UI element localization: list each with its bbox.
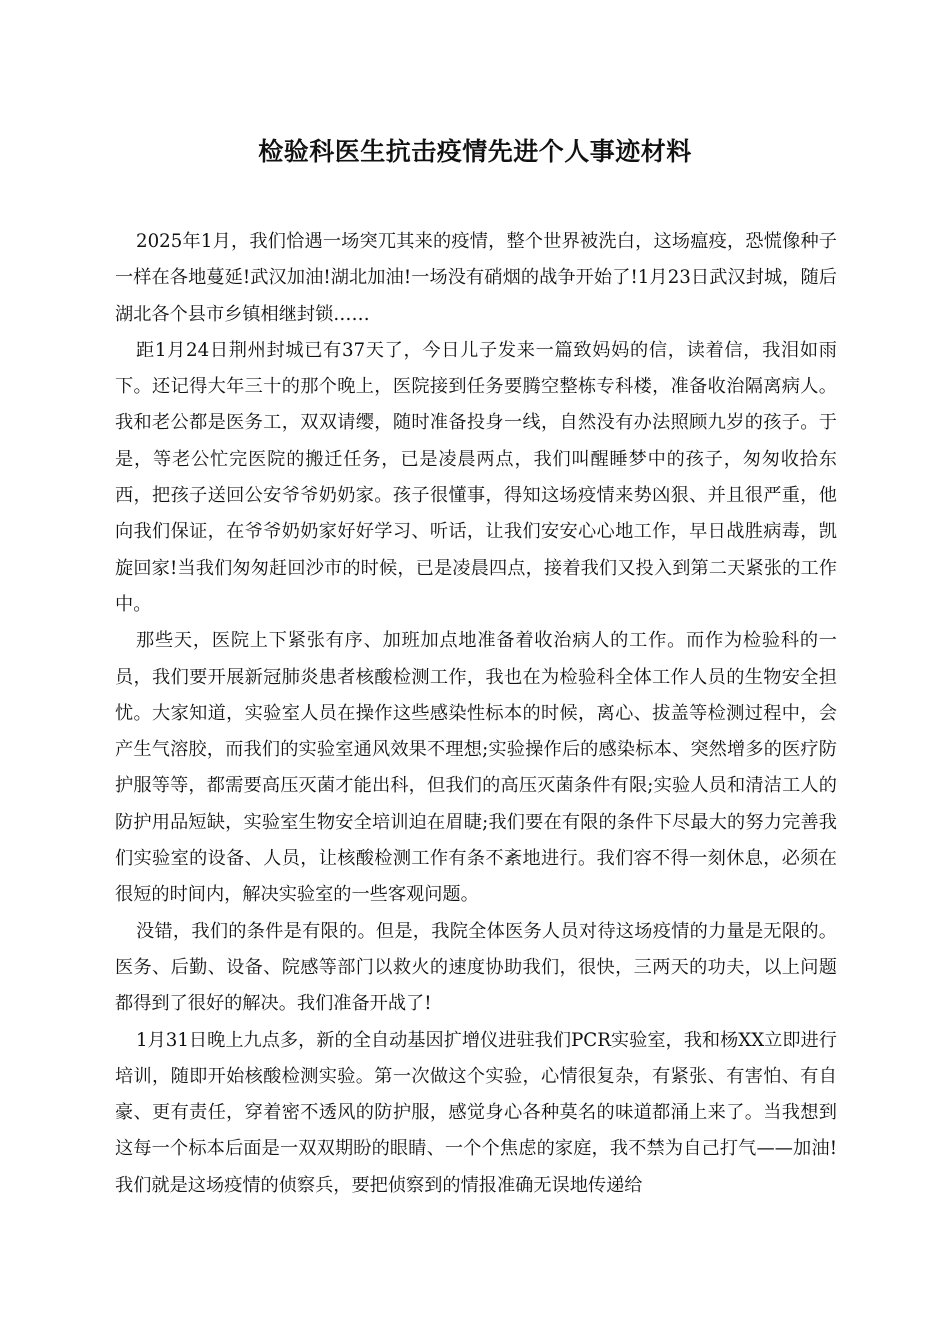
paragraph-2: 距1月24日荆州封城已有37天了，今日儿子发来一篇致妈妈的信，读着信，我泪如雨下。还记得大年三十的那个晚上，医院接到任务要腾空整栋专科楼，准备收治隔离病人。我和老公都是医务工，双双请缨，随时准备投身一线，自然没有办法照顾九岁的孩子。于是，等老公忙完医院的搬迁任务，已是凌晨两点，我们叫醒睡梦中的孩子，匆匆收拾东西，把孩子送回公安爷爷奶奶家。孩子很懂事，得知这场疫情来势凶狠、并且很严重，他向我们保证，在爷爷奶奶家好好学习、听话，让我们安安心心地工作，早日战胜病毒，凯旋回家!当我们匆匆赶回沙市的时候，已是凌晨四点，接着我们又投入到第二天紧张的工作中。 [115,339,837,615]
paragraph-3: 那些天，医院上下紧张有序、加班加点地准备着收治病人的工作。而作为检验科的一员，我们要开展新冠肺炎患者核酸检测工作，我也在为检验科全体工作人员的生物安全担忧。大家知道，实验室人员在操作这些感染性标本的时候，离心、拔盖等检测过程中，会产生气溶胶，而我们的实验室通风效果不理想;实验操作后的感染标本、突然增多的医疗防护服等等，都需要高压灭菌才能出科，但我们的高压灭菌条件有限;实验人员和清洁工人的防护用品短缺，实验室生物安全培训迫在眉睫;我们要在有限的条件下尽最大的努力完善我们实验室的设备、人员，让核酸检测工作有条不紊地进行。我们容不得一刻休息，必须在很短的时间内，解决实验室的一些客观问题。 [115,630,837,906]
document-title: 检验科医生抗击疫情先进个人事迹材料 [258,137,692,166]
document-body [115,224,837,1204]
paragraph-1: 2025年1月，我们恰遇一场突兀其来的疫情，整个世界被洗白，这场瘟疫，恐慌像种子一样在各地蔓延!武汉加油!湖北加油!一场没有硝烟的战争开始了!1月23日武汉封城，随后湖北各个县市乡镇相继封锁…… [115,231,837,325]
paragraph-4: 没错，我们的条件是有限的。但是，我院全体医务人员对待这场疫情的力量是无限的。医务、后勤、设备、院感等部门以救火的速度协助我们，很快，三两天的功夫，以上问题都得到了很好的解决。我们准备开战了! [115,920,837,1015]
paragraph-5: 1月31日晚上九点多，新的全自动基因扩增仪进驻我们PCR实验室，我和杨XX立即进行培训，随即开始核酸检测实验。第一次做这个实验，心情很复杂，有紧张、有害怕、有自豪、更有责任，穿着密不透风的防护服，感觉身心各种莫名的味道都涌上来了。当我想到这每一个标本后面是一双双期盼的眼睛、一个个焦虑的家庭，我不禁为自己打气——加油!我们就是这场疫情的侦察兵，要把侦察到的情报准确无误地传递给 [115,1029,837,1196]
